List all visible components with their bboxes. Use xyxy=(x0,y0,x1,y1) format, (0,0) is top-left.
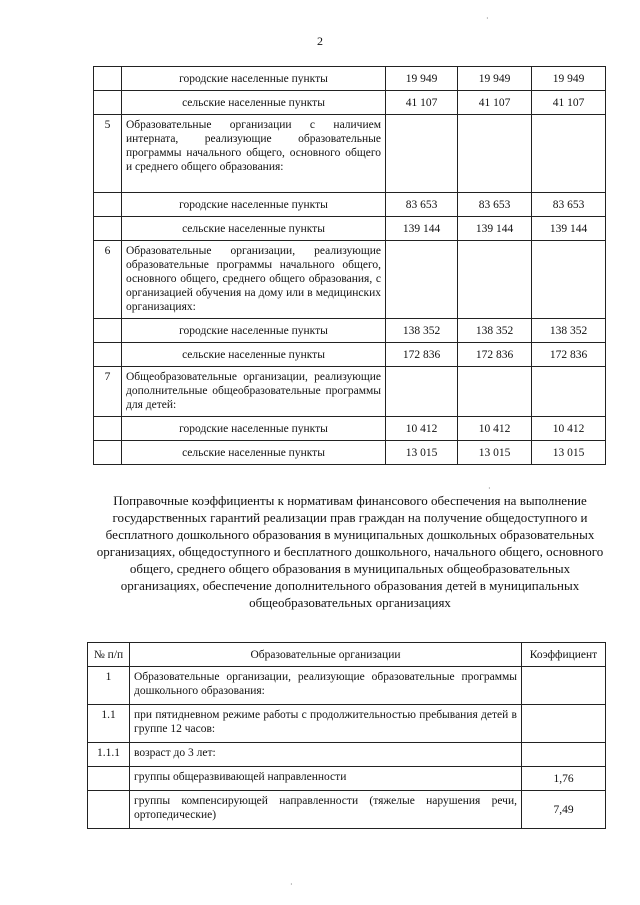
table-row xyxy=(88,767,606,791)
category-label: Общеобразовательные организации, реализующие дополнительные общеобразовательные программы для детей: xyxy=(122,367,386,417)
table-row xyxy=(94,217,606,241)
table-row xyxy=(88,791,606,829)
value-cell: 10 412 xyxy=(458,417,532,441)
value-cell: 19 949 xyxy=(458,67,532,91)
empty-cell xyxy=(94,91,122,115)
value-cell: 41 107 xyxy=(386,91,458,115)
value-cell: 83 653 xyxy=(458,193,532,217)
value-cell: 41 107 xyxy=(458,91,532,115)
row-number: 1 xyxy=(88,667,130,705)
header-coef: Коэффициент xyxy=(522,643,606,667)
value-cell: 19 949 xyxy=(532,67,606,91)
table-row xyxy=(94,441,606,465)
empty-cell xyxy=(386,367,458,417)
value-cell: 10 412 xyxy=(532,417,606,441)
settlement-label: сельские населенные пункты xyxy=(122,217,386,241)
category-row xyxy=(94,367,606,417)
org-label: группы компенсирующей направленности (тяжелые нарушения речи, ортопедические) xyxy=(130,791,522,829)
empty-cell xyxy=(532,367,606,417)
settlement-label: городские населенные пункты xyxy=(122,67,386,91)
normatives-table xyxy=(93,66,606,465)
empty-cell xyxy=(94,67,122,91)
value-cell: 138 352 xyxy=(386,319,458,343)
settlement-label: сельские населенные пункты xyxy=(122,441,386,465)
empty-cell xyxy=(386,241,458,319)
org-label: Образовательные организации, реализующие образовательные программы дошкольного образования: xyxy=(130,667,522,705)
org-label: при пятидневном режиме работы с продолжительностью пребывания детей в группе 12 часов: xyxy=(130,705,522,743)
scan-mark: · xyxy=(488,484,491,493)
settlement-label: сельские населенные пункты xyxy=(122,91,386,115)
value-cell: 83 653 xyxy=(386,193,458,217)
header-row xyxy=(88,643,606,667)
empty-cell xyxy=(94,193,122,217)
value-cell: 19 949 xyxy=(386,67,458,91)
empty-cell xyxy=(386,115,458,193)
value-cell: 139 144 xyxy=(386,217,458,241)
row-number xyxy=(88,791,130,829)
coefficient-value: 1,76 xyxy=(522,767,606,791)
table-row xyxy=(88,705,606,743)
empty-cell xyxy=(532,241,606,319)
value-cell: 172 836 xyxy=(386,343,458,367)
table-row xyxy=(94,417,606,441)
row-number: 5 xyxy=(94,115,122,193)
coefficients-table xyxy=(87,642,606,829)
row-number: 1.1 xyxy=(88,705,130,743)
header-org: Образовательные организации xyxy=(130,643,522,667)
org-label: группы общеразвивающей направленности xyxy=(130,767,522,791)
org-label: возраст до 3 лет: xyxy=(130,743,522,767)
empty-cell xyxy=(94,441,122,465)
page-number: 2 xyxy=(317,34,323,48)
empty-cell xyxy=(94,217,122,241)
table-row xyxy=(94,319,606,343)
table-row xyxy=(88,743,606,767)
value-cell: 172 836 xyxy=(532,343,606,367)
value-cell: 13 015 xyxy=(458,441,532,465)
row-number: 1.1.1 xyxy=(88,743,130,767)
header-num: № п/п xyxy=(88,643,130,667)
value-cell: 172 836 xyxy=(458,343,532,367)
value-cell: 13 015 xyxy=(532,441,606,465)
empty-cell xyxy=(458,115,532,193)
settlement-label: сельские населенные пункты xyxy=(122,343,386,367)
table-row xyxy=(94,67,606,91)
scan-mark: · xyxy=(486,14,489,23)
settlement-label: городские населенные пункты xyxy=(122,417,386,441)
value-cell: 41 107 xyxy=(532,91,606,115)
coefficient-value xyxy=(522,705,606,743)
value-cell: 138 352 xyxy=(532,319,606,343)
value-cell: 13 015 xyxy=(386,441,458,465)
table-row xyxy=(94,91,606,115)
settlement-label: городские населенные пункты xyxy=(122,193,386,217)
section-title: Поправочные коэффициенты к нормативам финансового обеспечения на выполнение государственных гарантий реализации прав граждан на получение общедоступного и бесплатного дошкольного образования в муниципальных дошкольных образовательных организациях, общедоступного и бесплатного дошкольного, начального общего, основного общего, среднего общего образования в муниципальных общеобразовательных организациях, обеспечение дополнительного образования детей в муниципальных общеобразовательных организациях xyxy=(96,493,604,610)
category-row xyxy=(94,115,606,193)
value-cell: 83 653 xyxy=(532,193,606,217)
coefficient-value xyxy=(522,743,606,767)
row-number: 7 xyxy=(94,367,122,417)
table-row xyxy=(88,667,606,705)
category-label: Образовательные организации, реализующие образовательные программы начального общего, основного общего, среднего общего образования, с организацией обучения на дому или в медицинских организациях: xyxy=(122,241,386,319)
row-number: 6 xyxy=(94,241,122,319)
value-cell: 139 144 xyxy=(458,217,532,241)
table-row xyxy=(94,193,606,217)
coefficient-value: 7,49 xyxy=(522,791,606,829)
table-row xyxy=(94,343,606,367)
value-cell: 138 352 xyxy=(458,319,532,343)
coefficient-value xyxy=(522,667,606,705)
empty-cell xyxy=(94,319,122,343)
empty-cell xyxy=(458,367,532,417)
empty-cell xyxy=(94,417,122,441)
empty-cell xyxy=(458,241,532,319)
value-cell: 10 412 xyxy=(386,417,458,441)
settlement-label: городские населенные пункты xyxy=(122,319,386,343)
empty-cell xyxy=(532,115,606,193)
value-cell: 139 144 xyxy=(532,217,606,241)
category-label: Образовательные организации с наличием интерната, реализующие образовательные программы начального общего, основного общего и среднего общего образования: xyxy=(122,115,386,193)
category-row xyxy=(94,241,606,319)
empty-cell xyxy=(94,343,122,367)
row-number xyxy=(88,767,130,791)
scan-mark: · xyxy=(290,880,293,889)
